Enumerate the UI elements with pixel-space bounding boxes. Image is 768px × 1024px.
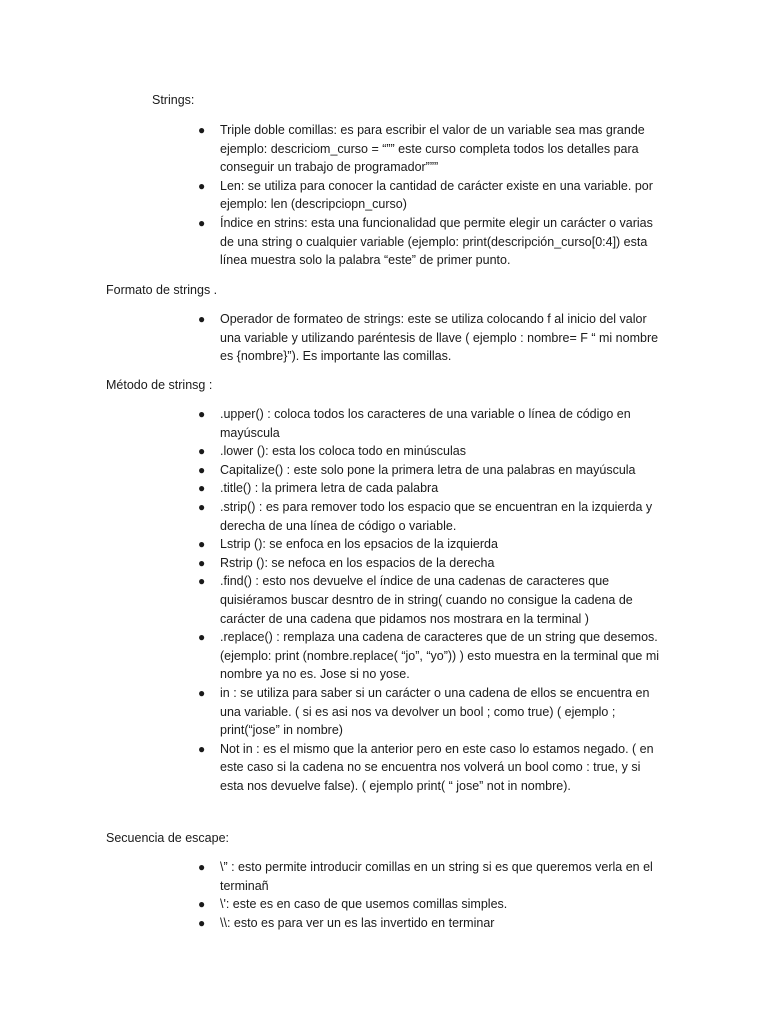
list-item: ● Rstrip (): se nefoca en los espacios de la derecha (220, 554, 660, 573)
bullet-icon: ● (198, 481, 206, 496)
bullet-icon: ● (198, 123, 206, 137)
bullet-icon: ● (198, 444, 206, 459)
list-item: ● Operador de formateo de strings: este se utiliza colocando f al inicio del valor una variable y utilizando paréntesis de llave ( ejemplo : nombre= F “ mi nombre es {nombre}”). Es importante las comillas. (198, 312, 659, 364)
bullet-icon: ● (198, 178, 206, 193)
bullet-icon: ● (198, 537, 206, 552)
bullet-icon: ● (198, 555, 206, 570)
bullet-icon: ● (198, 215, 206, 230)
list-item: ● .title() : la primera letra de cada palabra (220, 479, 660, 498)
bullet-icon: ● (198, 574, 206, 589)
section-heading-metodos: Método de strinsg : (106, 378, 213, 392)
bullet-icon: ● (198, 312, 206, 326)
bullet-icon: ● (198, 499, 206, 514)
section-heading-escape: Secuencia de escape: (106, 831, 230, 845)
list-item: ● \” : esto permite introducir comillas en un string si es que queremos verla en el terminañ (198, 860, 653, 893)
list-item: ● in : se utiliza para saber si un carácter o una cadena de ellos se encuentra en una variable. ( si es asi nos va devolver un bool ; como true) ( ejemplo ; print(“jose” in nombre) (198, 685, 650, 738)
list-item: ● .lower (): esta los coloca todo en minúsculas (220, 442, 660, 461)
bullet-icon: ● (198, 407, 206, 421)
bullet-icon: ● (198, 860, 206, 874)
section-heading-strings: Strings: (152, 93, 195, 107)
list-item: ● Lstrip (): se enfoca en los epsacios de la izquierda (220, 535, 660, 554)
bullet-icon: ● (198, 741, 206, 756)
metodos-list (0, 405, 768, 795)
bullet-icon: ● (198, 915, 206, 930)
list-item: ● .find() : esto nos devuelve el índice de una cadenas de caracteres que quisiéramos buscar desntro de in string( cuando no consigue la cadena de carácter de una cadena que pidamos nos mostrara en la terminal ) (198, 574, 633, 626)
strings-list (0, 121, 768, 270)
formato-list (0, 310, 768, 366)
list-item: ● Capitalize() : este solo pone la primera letra de una palabras en mayúscula (220, 461, 660, 480)
bullet-icon: ● (198, 630, 206, 645)
bullet-icon: ● (198, 462, 206, 477)
list-item: ● Triple doble comillas: es para escribir el valor de un variable sea mas grande ejemplo: descriciom_curso = “”” este curso completa todos los detalles para conseguir un trabajo de programador””” (198, 123, 645, 175)
list-item: ● .strip() : es para remover todo los espacio que se encuentran en la izquierda y derecha de una línea de código o variable. (198, 499, 653, 533)
list-item: ● .replace() : remplaza una cadena de caracteres que de un string que desemos. (ejemplo: print (nombre.replace( “jo”, “yo”)) ) esto muestra en la terminal que mi nombre ya no es. Jose si no yose. (198, 630, 660, 682)
list-item: ● \\: esto es para ver un es las invertido en terminar (220, 914, 660, 933)
list-item: ● Len: se utiliza para conocer la cantidad de carácter existe en una variable. por ejemplo: len (descripciopn_curso) (198, 178, 653, 212)
list-item: ● Índice en strins: esta una funcionalidad que permite elegir un carácter o varias de una string o cualquier variable (ejemplo: print(descripción_curso[0:4]) esta línea muestra solo la palabra “este” de primer punto. (198, 215, 653, 268)
list-item: ● .upper() : coloca todos los caracteres de una variable o línea de código en mayúscula (198, 407, 631, 440)
escape-list (0, 858, 768, 932)
bullet-icon: ● (198, 685, 206, 700)
list-item: ● Not in : es el mismo que la anterior pero en este caso lo estamos negado. ( en este caso si la cadena no se encuentra nos volverá un bool como : true, y si esta nos devuelve false). ( ejemplo print( “ jose” not in nombre). (198, 741, 654, 793)
list-item: ● \': este es en caso de que usemos comillas simples. (220, 895, 660, 914)
bullet-icon: ● (198, 897, 206, 912)
section-heading-formato: Formato de strings . (106, 283, 218, 297)
